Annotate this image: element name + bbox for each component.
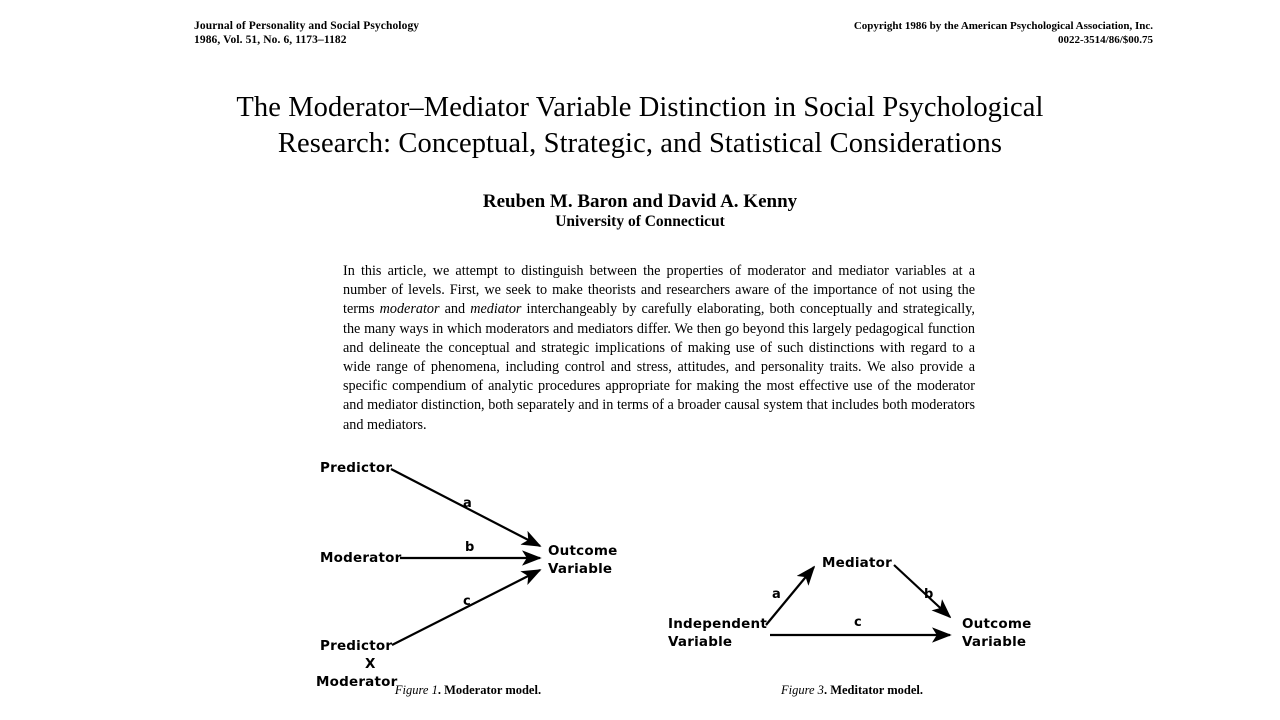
journal-reference [194, 20, 419, 47]
author-affiliation: University of Connecticut [555, 213, 725, 230]
journal-name: Journal of Personality and Social Psychology [194, 20, 420, 32]
copyright-line-2: 0022-3514/86/$00.75 [1057, 33, 1153, 46]
figures-region [0, 445, 1280, 710]
figure-3-path-label-a: a [772, 587, 781, 602]
figure-3-node-independent-line2: Variable [668, 634, 733, 650]
figure-1-caption-text: . Moderator model. [437, 683, 542, 697]
figure-3-diagram [662, 545, 1042, 695]
journal-issue: 1986, Vol. 51, No. 6, 1173–1182 [194, 33, 347, 46]
abstract-part-1: In this article, we attempt to distinguish between the properties of moderator and mediator variables at a number of levels. First, we seek to make theorists and researchers aware of the importance of not using the terms [343, 263, 975, 318]
figure-3-path-label-c: c [854, 615, 862, 630]
figure-3-node-independent-line1: Independent [668, 616, 767, 632]
abstract-part-2: and [439, 301, 471, 318]
abstract-part-3: interchangeably by carefully elaborating, both conceptually and strategically, the many ways in which moderators and mediators differ. We then go beyond this largely pedagogical function and delineate the conceptual and strategic implications of making use of such distinctions with regard to a wide range of phenomena, including control and stress, attitudes, and personality traits. We also provide a specific compendium of analytic procedures appropriate for making the most effective use of the moderator and mediator distinction, both separately and in terms of a broader causal system that includes both moderators and mediators. [343, 301, 975, 433]
figure-1-node-predictor-x-line1: Predictor [320, 638, 393, 654]
figure-3-caption [662, 683, 1042, 698]
figure-1-path-label-b: b [465, 540, 475, 555]
figure-3-node-outcome-line1: Outcome [962, 616, 1032, 632]
figure-1-caption [308, 683, 628, 698]
copyright-notice [854, 20, 1153, 47]
figure-1-diagram [308, 445, 628, 695]
title-line-2: Research: Conceptual, Strategic, and Statistical Considerations [277, 128, 1003, 159]
figure-1 [308, 445, 628, 695]
figure-1-node-moderator: Moderator [320, 550, 402, 566]
abstract [343, 262, 975, 435]
copyright-line-1: Copyright 1986 by the American Psychological Association, Inc. [853, 20, 1153, 32]
masthead [0, 20, 1280, 54]
page-title [140, 90, 1140, 162]
figure-1-path-label-a: a [463, 496, 472, 511]
figure-1-node-outcome-line2: Variable [548, 561, 613, 577]
title-line-1: The Moderator–Mediator Variable Distinction in Social Psychological [236, 92, 1044, 123]
abstract-italic-moderator: moderator [379, 301, 440, 318]
figure-3-node-mediator: Mediator [822, 555, 892, 571]
figure-1-node-predictor-x-line2: X [365, 656, 376, 672]
figure-1-path-label-c: c [463, 594, 471, 609]
figure-3-path-label-b: b [924, 587, 934, 602]
author-list: Reuben M. Baron and David A. Kenny [482, 191, 798, 212]
figure-3-caption-number: Figure 3 [781, 683, 824, 697]
figure-1-node-outcome-line1: Outcome [548, 543, 618, 559]
figure-3-caption-text: . Meditator model. [823, 683, 923, 697]
figure-1-node-predictor: Predictor [320, 460, 393, 476]
figure-3-node-outcome-line2: Variable [962, 634, 1027, 650]
figure-3-arrow-b [894, 565, 950, 617]
figure-1-node-predictor-x-line3: Moderator [316, 674, 398, 690]
figure-1-caption-number: Figure 1 [394, 683, 438, 697]
abstract-italic-mediator: mediator [470, 301, 522, 318]
figure-3 [662, 545, 1042, 695]
